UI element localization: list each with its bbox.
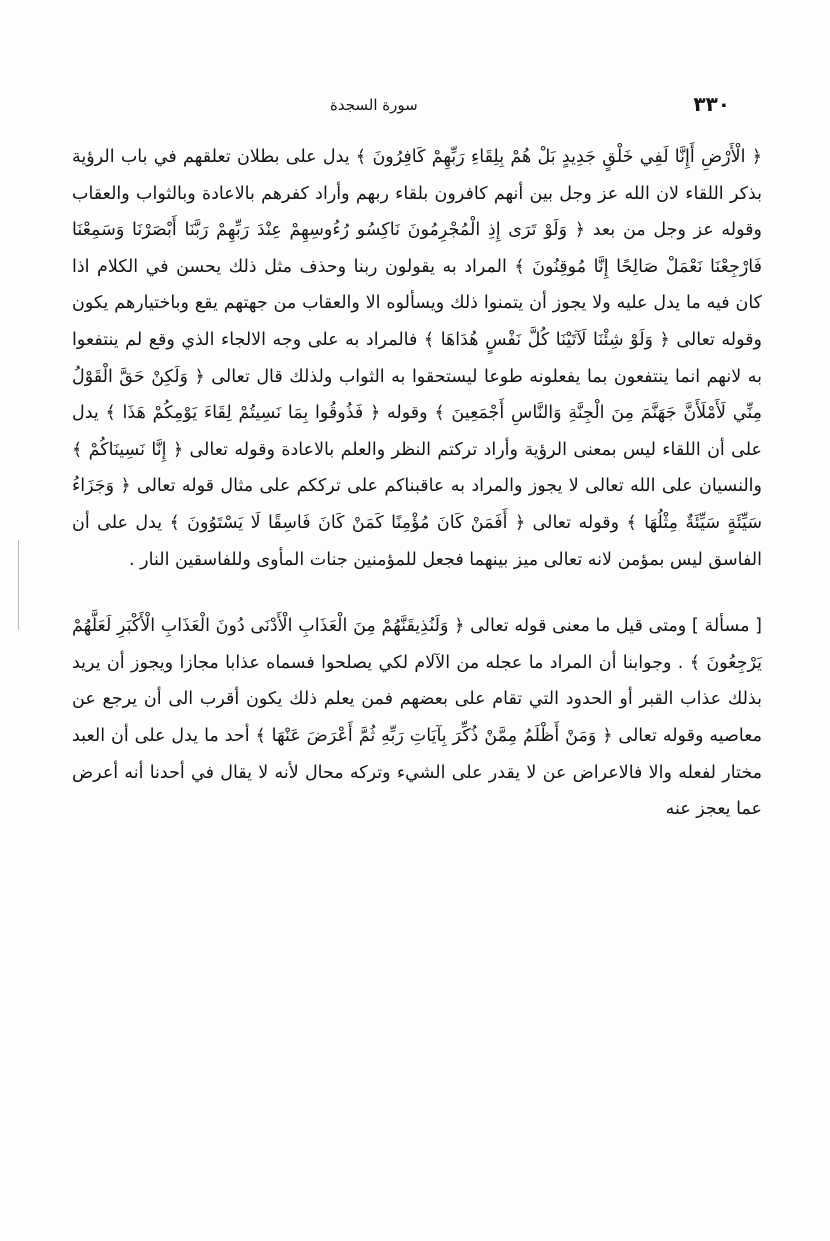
running-title: سورة السجدة: [330, 96, 418, 114]
page-header: [330, 92, 730, 118]
paragraph-2: [ مسألة ] ومتى قيل ما معنى قوله تعالى ﴿ وَلَنُذِيقَنَّهُمْ مِنَ الْعَذَابِ الْأَدْنَى دُونَ الْعَذَابِ الْأَكْبَرِ لَعَلَّهُمْ يَرْجِعُونَ ﴾ . وجوابنا أن المراد ما عجله من الآلام لكي يصلحوا فسماه عذابا مجازا ويجوز أن يريد بذلك عذاب القبر أو الحدود التي تقام على بعضهم فمن يعلم ذلك يكون أقرب الى أن يرجع عن معاصيه وقوله تعالى ﴿ وَمَنْ أَظْلَمُ مِمَّنْ ذُكِّرَ بِآيَاتِ رَبِّهِ ثُمَّ أَعْرَضَ عَنْهَا ﴾ أحد ما يدل على أن العبد مختار لفعله والا فالاعراض عن لا يقدر على الشيء وتركه محال لأنه لا يقال في أحدنا أنه أعرض عما يعجز عنه: [72, 616, 762, 820]
page-number: ٣٣٠: [693, 92, 730, 116]
scan-margin-line: [18, 540, 19, 630]
body-text: [72, 139, 762, 828]
paragraph-1: ﴿ الْأَرْضِ أَإِنَّا لَفِي خَلْقٍ جَدِيدٍ بَلْ هُمْ بِلِقَاءِ رَبِّهِمْ كَافِرُونَ ﴾ يدل على بطلان تعلقهم في باب الرؤية بذكر اللقاء لان الله عز وجل بين أنهم كافرون بلقاء ربهم وأراد كفرهم بالاعادة وبالثواب والعقاب وقوله عز وجل من بعد ﴿ وَلَوْ تَرَى إِذِ الْمُجْرِمُونَ نَاكِسُو رُءُوسِهِمْ عِنْدَ رَبِّهِمْ رَبَّنَا أَبْصَرْنَا وَسَمِعْنَا فَارْجِعْنَا نَعْمَلْ صَالِحًا إِنَّا مُوقِنُونَ ﴾ المراد به يقولون ربنا وحذف مثل ذلك يحسن في الكلام اذا كان فيه ما يدل عليه ولا يجوز أن يتمنوا ذلك ويسألوه الا والعقاب من جهتهم يقع وباختيارهم يكون وقوله تعالى ﴿ وَلَوْ شِئْنَا لَآتَيْنَا كُلَّ نَفْسٍ هُدَاهَا ﴾ فالمراد به على وجه الالجاء الذي وقع لم ينتفعوا به لانهم انما ينتفعون بما يفعلونه طوعا ليستحقوا به الثواب ولذلك قال تعالى ﴿ وَلَكِنْ حَقَّ الْقَوْلُ مِنِّي لَأَمْلَأَنَّ جَهَنَّمَ مِنَ الْجِنَّةِ وَالنَّاسِ أَجْمَعِينَ ﴾ وقوله ﴿ فَذُوقُوا بِمَا نَسِيتُمْ لِقَاءَ يَوْمِكُمْ هَذَا ﴾ يدل على أن اللقاء ليس بمعنى الرؤية وأراد تركتم النظر والعلم بالاعادة وقوله تعالى ﴿ إِنَّا نَسِينَاكُمْ ﴾ والنسيان على الله تعالى لا يجوز والمراد به عاقبناكم على ترككم على مثال قوله تعالى ﴿ وَجَزَاءُ سَيِّئَةٍ سَيِّئَةٌ مِثْلُهَا ﴾ وقوله تعالى ﴿ أَفَمَنْ كَانَ مُؤْمِنًا كَمَنْ كَانَ فَاسِقًا لَا يَسْتَوُونَ ﴾ يدل على أن الفاسق ليس بمؤمن لانه تعالى ميز بينهما فجعل للمؤمنين جنات المأوى وللفاسقين النار .: [72, 147, 762, 570]
